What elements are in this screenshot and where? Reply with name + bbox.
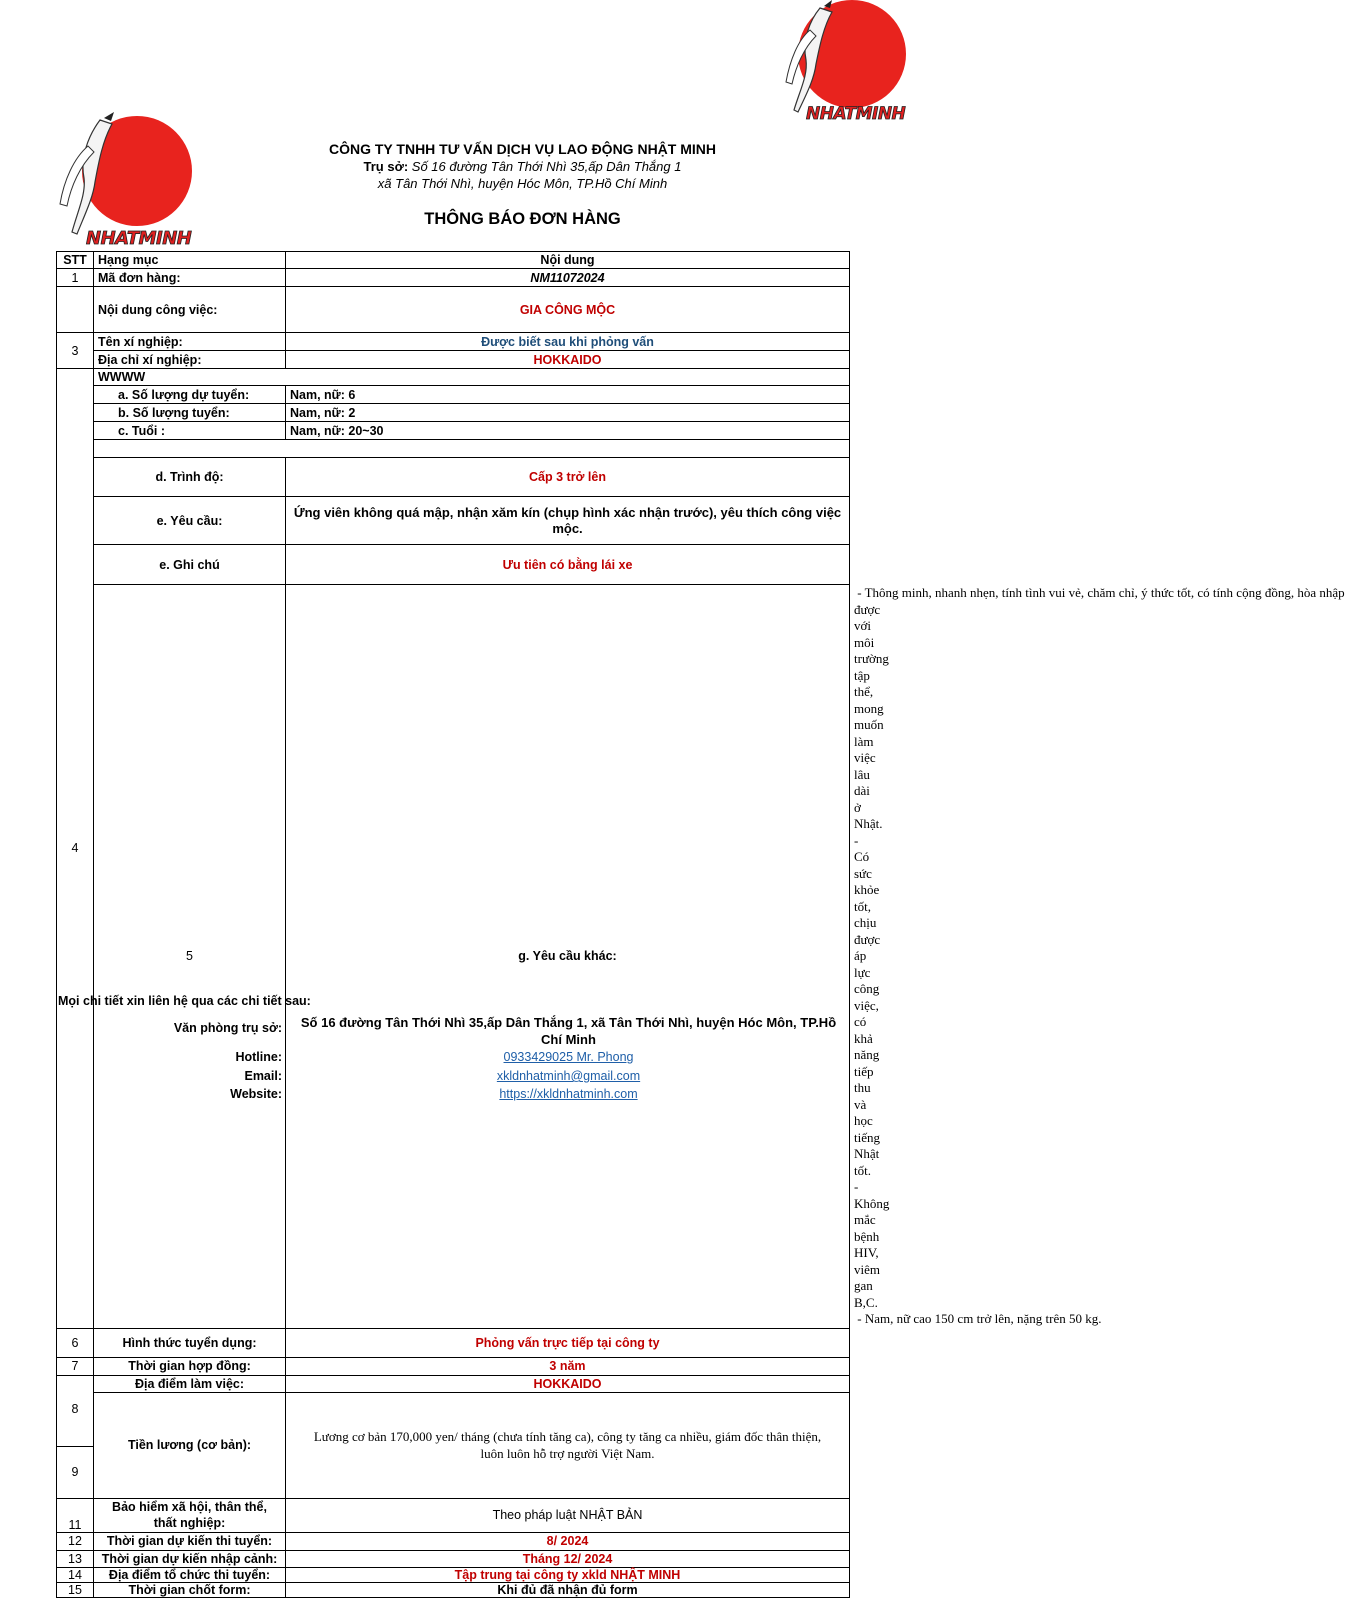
row-label: Hình thức tuyển dụng: bbox=[94, 1328, 286, 1357]
office-address bbox=[286, 1014, 851, 1048]
row-label: Địa điểm làm việc: bbox=[94, 1375, 286, 1392]
email-link[interactable]: xkldnhatminh@gmail.com bbox=[496, 1069, 641, 1083]
header-stt: STT bbox=[57, 252, 94, 269]
row-value: Tháng 12/ 2024 bbox=[286, 1550, 850, 1567]
hq-line1: Số 16 đường Tân Thới Nhì 35,ấp Dân Thắng 1 bbox=[411, 159, 682, 174]
row-value: 3 năm bbox=[286, 1357, 850, 1375]
email-label: Email: bbox=[244, 1069, 282, 1083]
row-label: Thời gian dự kiến thi tuyển: bbox=[94, 1532, 286, 1550]
salary-line: luôn luôn hỗ trợ người Việt Nam. bbox=[480, 1446, 655, 1461]
row-label: e. Ghi chú bbox=[94, 545, 286, 585]
row-label: Thời gian hợp đồng: bbox=[94, 1357, 286, 1375]
table-row bbox=[57, 1532, 850, 1550]
order-code: NM11072024 bbox=[286, 269, 850, 287]
row-value: Theo pháp luật NHẬT BẢN bbox=[286, 1498, 850, 1532]
company-address-line2: xã Tân Thới Nhì, huyện Hóc Môn, TP.Hồ Chí Minh bbox=[377, 176, 668, 191]
table-row bbox=[57, 1328, 850, 1357]
table-row: 5 g. Yêu cầu khác: - Thông minh, nhanh nhẹn, tính tình vui vẻ, chăm chỉ, ý thức tốt, có tính cộng đồng, hòa nhập được với môi trường tập thể, mong muốn làm việc lâu dài ở Nhật. - Có sức khỏe tốt, chịu được áp lực công việc, có khả năng tiếp thu và học tiếng Nhật tốt. - Không mắc bệnh HIV, viêm gan B,C. - Nam, nữ cao 150 cm trở lên, nặng trên 50 kg. bbox=[57, 585, 850, 1329]
table-row bbox=[57, 1392, 850, 1446]
row-label: Mã đơn hàng: bbox=[94, 269, 286, 287]
row-stt: 9 bbox=[57, 1446, 94, 1498]
row-value: Ưu tiên có bằng lái xe bbox=[286, 545, 850, 585]
row-label: Tiền lương (cơ bản): bbox=[94, 1392, 286, 1498]
row-value: Tập trung tại công ty xkld NHẬT MINH bbox=[286, 1567, 850, 1582]
salary-value bbox=[286, 1392, 850, 1498]
email-value bbox=[286, 1069, 851, 1083]
row-label: Địa chỉ xí nghiệp: bbox=[94, 351, 286, 369]
row-stt: 15 bbox=[57, 1582, 94, 1597]
hq-label: Trụ sở: bbox=[363, 159, 409, 174]
group-label: WWWW bbox=[94, 369, 850, 386]
table-row bbox=[57, 1375, 850, 1392]
table-row bbox=[57, 1567, 850, 1582]
row-stt: 4 bbox=[57, 369, 94, 1329]
contact-intro: Mọi chi tiết xin liên hệ qua các chi tiết sau: bbox=[58, 994, 311, 1008]
table-row bbox=[57, 1357, 850, 1375]
label-line: Bảo hiểm xã hội, thân thể, bbox=[112, 1500, 267, 1514]
row-value: Phỏng vấn trực tiếp tại công ty bbox=[286, 1328, 850, 1357]
company-address-value: HOKKAIDO bbox=[286, 351, 850, 369]
row-value: Ứng viên không quá mập, nhận xăm kín (chụp hình xác nhận trước), yêu thích công việc mộc. bbox=[286, 497, 850, 545]
row-stt: 1 bbox=[57, 269, 94, 287]
row-value: Nam, nữ: 2 bbox=[286, 404, 850, 422]
salary-line: Lương cơ bản 170,000 yen/ tháng (chưa tính tăng ca), công ty tăng ca nhiều, giám đốc thân thiện, bbox=[313, 1429, 822, 1444]
row-value: Khi đủ đã nhận đủ form bbox=[286, 1582, 850, 1597]
table-row bbox=[57, 1498, 850, 1532]
document-title: THÔNG BÁO ĐƠN HÀNG bbox=[424, 210, 621, 228]
job-content: GIA CÔNG MỘC bbox=[286, 287, 850, 333]
row-label: Thời gian chốt form: bbox=[94, 1582, 286, 1597]
row-label bbox=[94, 1498, 286, 1532]
row-stt: 11 bbox=[57, 1498, 94, 1532]
hotline-value bbox=[286, 1050, 851, 1064]
company-name: CÔNG TY TNHH TƯ VẤN DỊCH VỤ LAO ĐỘNG NHẬT MINH bbox=[328, 141, 717, 157]
table-row bbox=[57, 1550, 850, 1567]
office-line: Số 16 đường Tân Thới Nhì 35,ấp Dân Thắng 1, xã Tân Thới Nhì, huyện Hóc Môn, TP.Hồ bbox=[300, 1015, 837, 1030]
office-line: Chí Minh bbox=[541, 1032, 596, 1047]
hotline-link[interactable]: 0933429025 Mr. Phong bbox=[503, 1050, 634, 1064]
row-label: Địa điểm tổ chức thi tuyển: bbox=[94, 1567, 286, 1582]
row-stt: 8 bbox=[57, 1375, 94, 1446]
table-row bbox=[57, 1582, 850, 1597]
row-label: Thời gian dự kiến nhập cảnh: bbox=[94, 1550, 286, 1567]
logo-brand-text: NHATMINH bbox=[86, 228, 192, 249]
row-value: HOKKAIDO bbox=[286, 1375, 850, 1392]
row-value: Nam, nữ: 6 bbox=[286, 386, 850, 404]
row-label: a. Số lượng dự tuyển: bbox=[94, 386, 286, 404]
row-label: c. Tuổi : bbox=[94, 422, 286, 440]
logo-brand-text: NHATMINH bbox=[806, 104, 906, 124]
row-stt: 14 bbox=[57, 1567, 94, 1582]
row-label: Tên xí nghiệp: bbox=[94, 333, 286, 351]
header-content: Nội dung bbox=[286, 252, 850, 269]
website-label: Website: bbox=[230, 1087, 282, 1101]
row-value: Nam, nữ: 20~30 bbox=[286, 422, 850, 440]
row-stt: 13 bbox=[57, 1550, 94, 1567]
row-stt: 3 bbox=[57, 333, 94, 369]
company-name-value: Được biết sau khi phỏng vấn bbox=[286, 333, 850, 351]
row-value: Cấp 3 trở lên bbox=[286, 458, 850, 497]
row-label: e. Yêu cầu: bbox=[94, 497, 286, 545]
row-label: b. Số lượng tuyển: bbox=[94, 404, 286, 422]
row-stt: 12 bbox=[57, 1532, 94, 1550]
label-line: thất nghiệp: bbox=[153, 1516, 226, 1530]
header-item: Hạng mục bbox=[94, 252, 286, 269]
row-value: 8/ 2024 bbox=[286, 1532, 850, 1550]
row-stt: 5 bbox=[94, 585, 286, 1329]
office-label: Văn phòng trụ sở: bbox=[173, 1021, 282, 1035]
row-label: Nội dung công việc: bbox=[94, 287, 286, 333]
row-label: d. Trình độ: bbox=[94, 458, 286, 497]
website-value bbox=[286, 1087, 851, 1101]
row-stt: 7 bbox=[57, 1357, 94, 1375]
row-label: g. Yêu cầu khác: bbox=[286, 585, 850, 1329]
hotline-label: Hotline: bbox=[235, 1050, 282, 1064]
website-link[interactable]: https://xkldnhatminh.com bbox=[499, 1087, 638, 1101]
row-stt: 6 bbox=[57, 1328, 94, 1357]
